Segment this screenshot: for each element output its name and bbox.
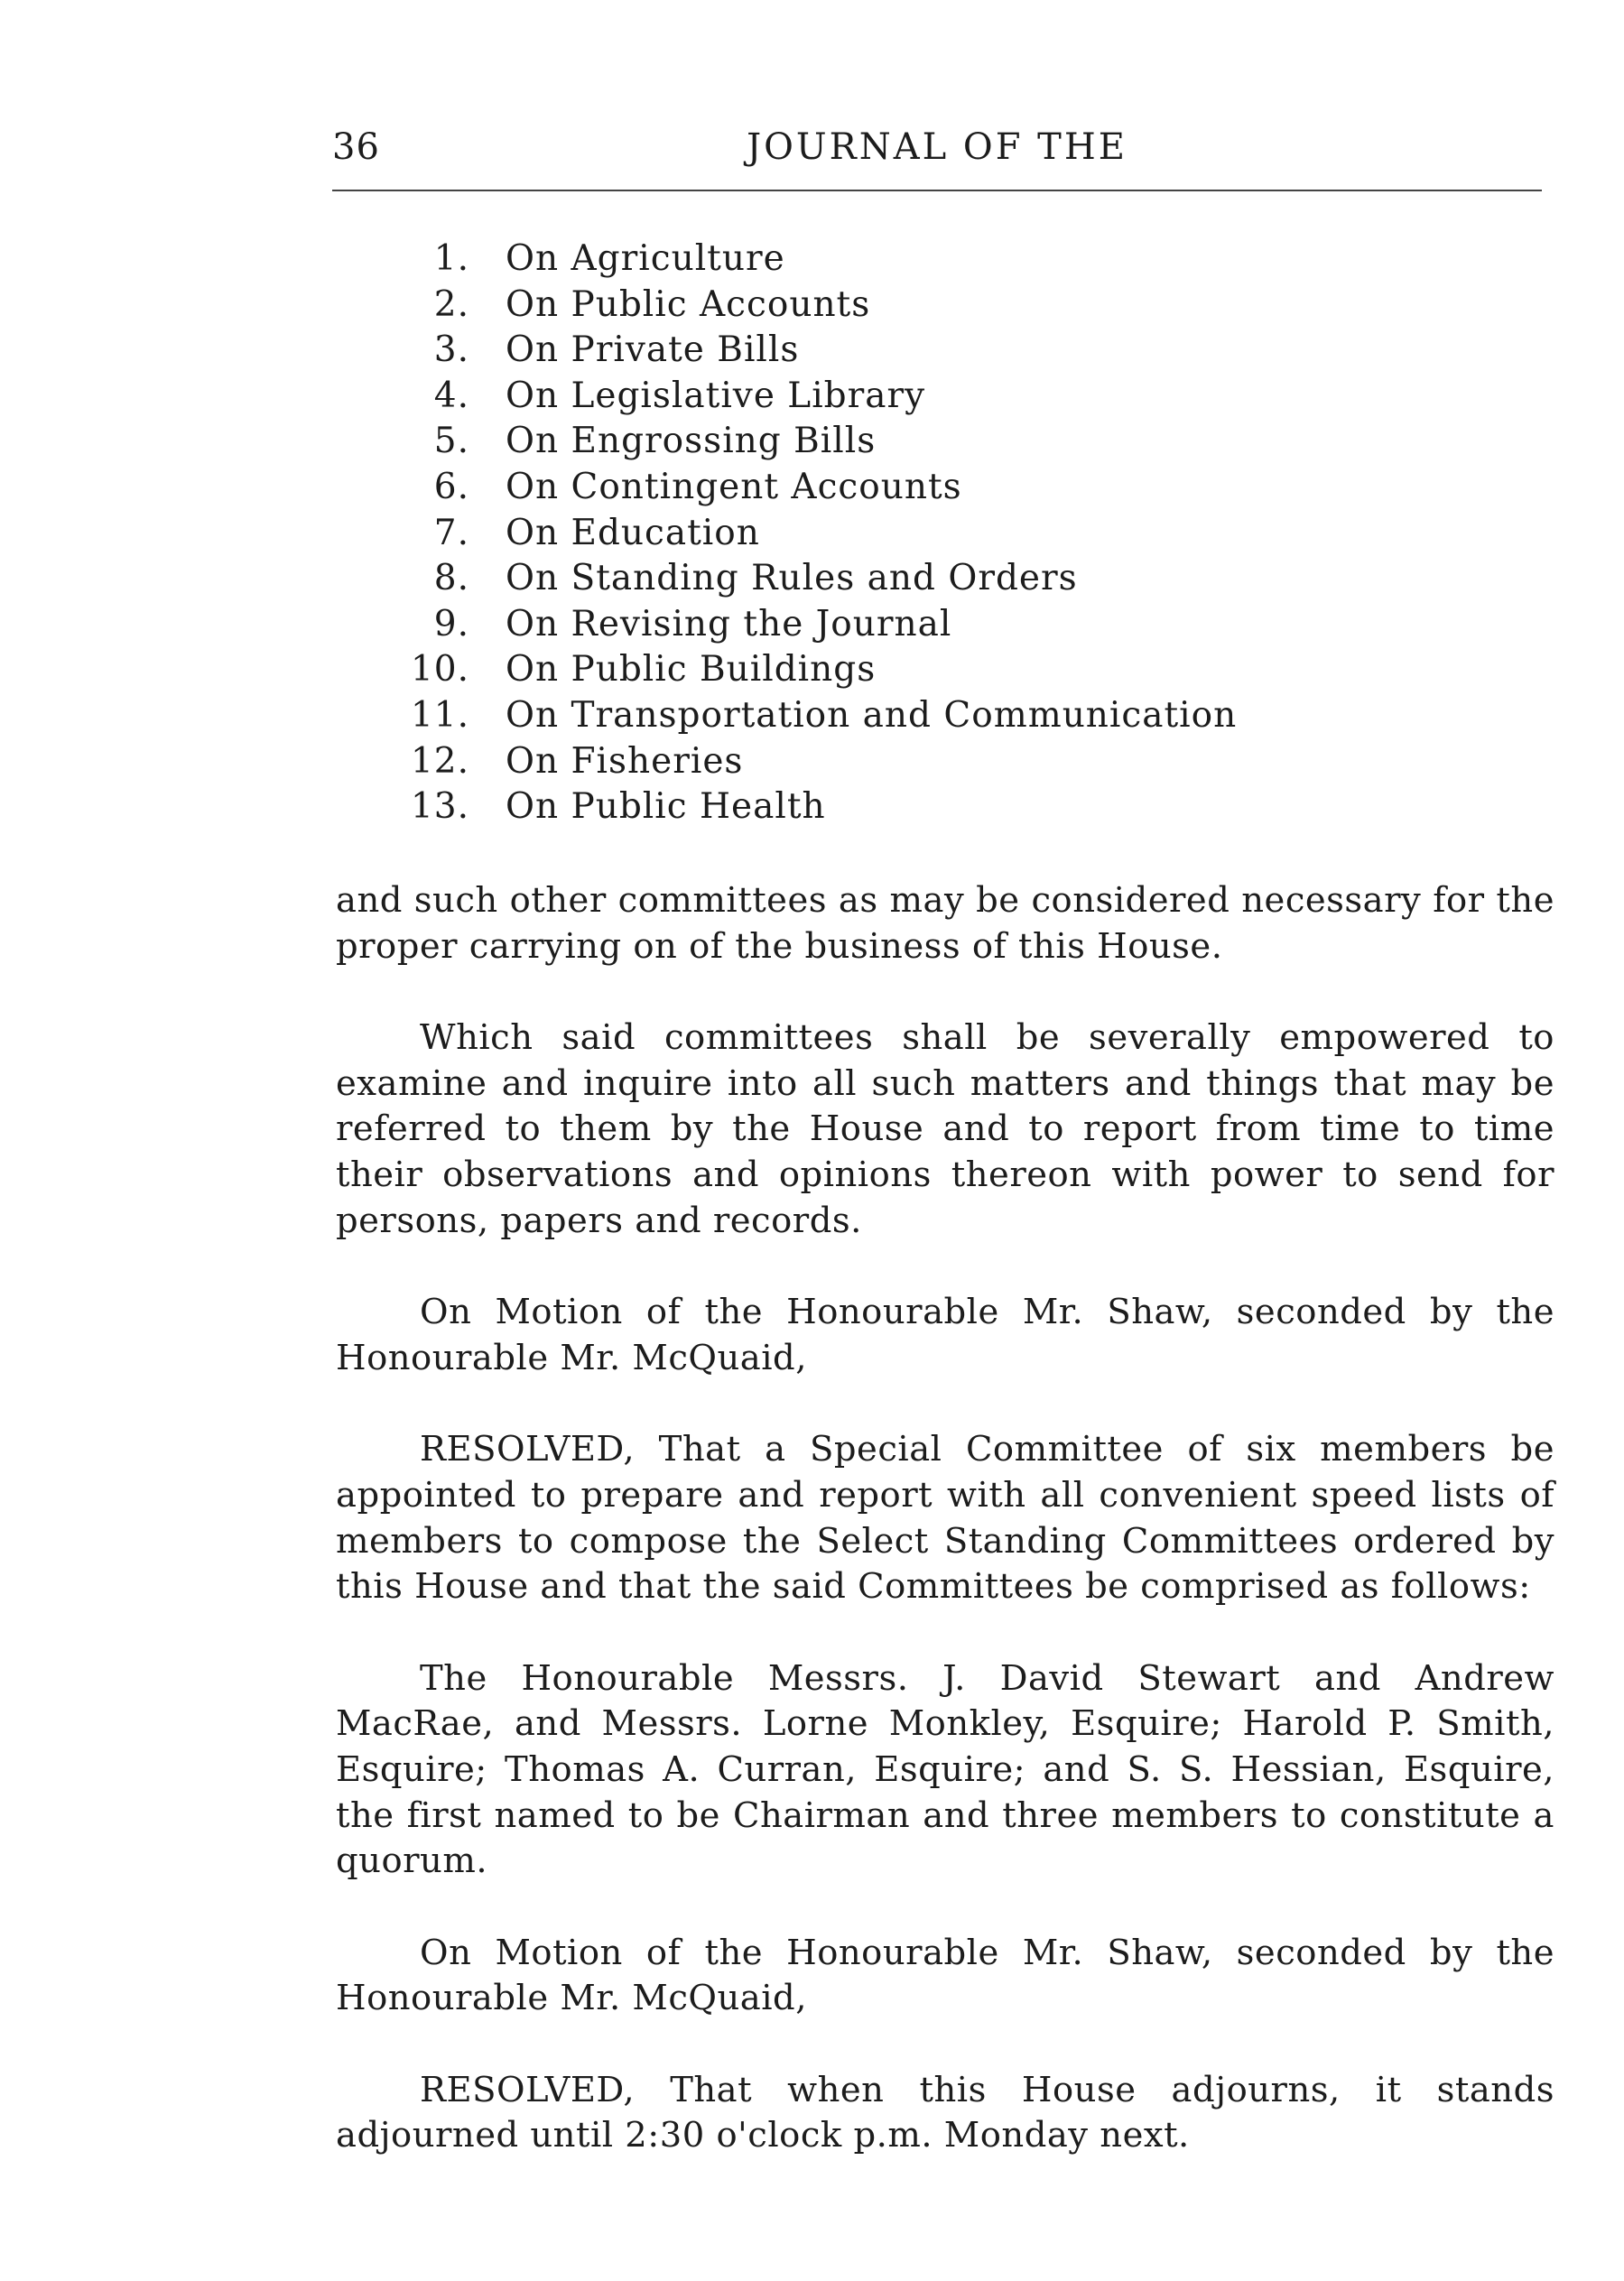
list-item [379, 465, 1462, 511]
list-item-label: On Education [506, 512, 760, 553]
list-item-label: On Fisheries [506, 740, 744, 782]
list-item-number: 3. [433, 329, 469, 371]
paragraph-committee-members: The Honourable Messrs. J. David Stewart and Andrew MacRae, and Messrs. Lorne Monkley, Esquire; Harold P. Smith, Esquire; Thomas A. Curran, Esquire; and S. S. Hessian, Esquire, the first named to be Chairman and three members to constitute a quorum. [336, 1657, 1554, 1882]
list-item-number: 9. [433, 603, 469, 644]
paragraph-committee-powers: Which said committees shall be severally empowered to examine and inquire into all such matters and things that may be referred to them by the House and to report from time to time their observations and opinions thereon with power to send for persons, papers and records. [336, 1017, 1554, 1241]
list-item-label: On Contingent Accounts [506, 466, 962, 507]
list-item-label: On Revising the Journal [506, 603, 952, 644]
page-header [332, 126, 1542, 181]
list-item-number: 13. [410, 786, 469, 828]
list-item-label: On Public Accounts [506, 283, 871, 325]
list-item [379, 419, 1462, 465]
list-item [379, 602, 1462, 648]
list-item-label: On Legislative Library [506, 375, 926, 416]
list-item-number: 4. [433, 375, 469, 416]
list-item-number: 1. [433, 238, 469, 279]
paragraph-other-committees: and such other committees as may be considered necessary for the proper carrying on of the business of this House. [336, 880, 1554, 967]
list-item-number: 11. [410, 694, 469, 736]
list-item-number: 6. [433, 466, 469, 507]
paragraph-motion: On Motion of the Honourable Mr. Shaw, seconded by the Honourable Mr. McQuaid, [336, 1292, 1554, 1378]
list-item-label: On Transportation and Communication [506, 694, 1238, 736]
list-item-number: 2. [433, 283, 469, 325]
header-rule [332, 190, 1542, 191]
list-item-label: On Public Health [506, 786, 826, 828]
list-item-label: On Private Bills [506, 329, 800, 371]
list-item-number: 7. [433, 512, 469, 553]
running-title: JOURNAL OF THE [747, 126, 1128, 168]
list-item-label: On Public Buildings [506, 649, 877, 691]
list-item [379, 556, 1462, 602]
list-item-number: 12. [410, 740, 469, 782]
list-item-label: On Agriculture [506, 238, 785, 279]
list-item [379, 693, 1462, 739]
list-item-number: 10. [410, 649, 469, 691]
list-item [379, 739, 1462, 785]
page-number: 36 [332, 126, 380, 168]
list-item [379, 328, 1462, 374]
list-item-label: On Engrossing Bills [506, 421, 877, 462]
list-item-number: 8. [433, 558, 469, 599]
list-item-number: 5. [433, 421, 469, 462]
paragraph-motion: On Motion of the Honourable Mr. Shaw, seconded by the Honourable Mr. McQuaid, [336, 1932, 1554, 2019]
list-item [379, 511, 1462, 557]
committee-list [379, 236, 1462, 830]
body-text [336, 878, 1554, 2205]
paragraph-resolution: RESOLVED, That when this House adjourns, it stands adjourned until 2:30 o'clock p.m. Monday next. [336, 2069, 1554, 2156]
list-item [379, 647, 1462, 693]
list-item [379, 283, 1462, 329]
list-item-label: On Standing Rules and Orders [506, 558, 1078, 599]
paragraph-resolution: RESOLVED, That a Special Committee of six members be appointed to prepare and report with all convenient speed lists of members to compose the Select Standing Committees ordered by this House and that the said Committees be comprised as follows: [336, 1429, 1554, 1608]
list-item [379, 374, 1462, 420]
list-item [379, 236, 1462, 283]
list-item [379, 784, 1462, 830]
